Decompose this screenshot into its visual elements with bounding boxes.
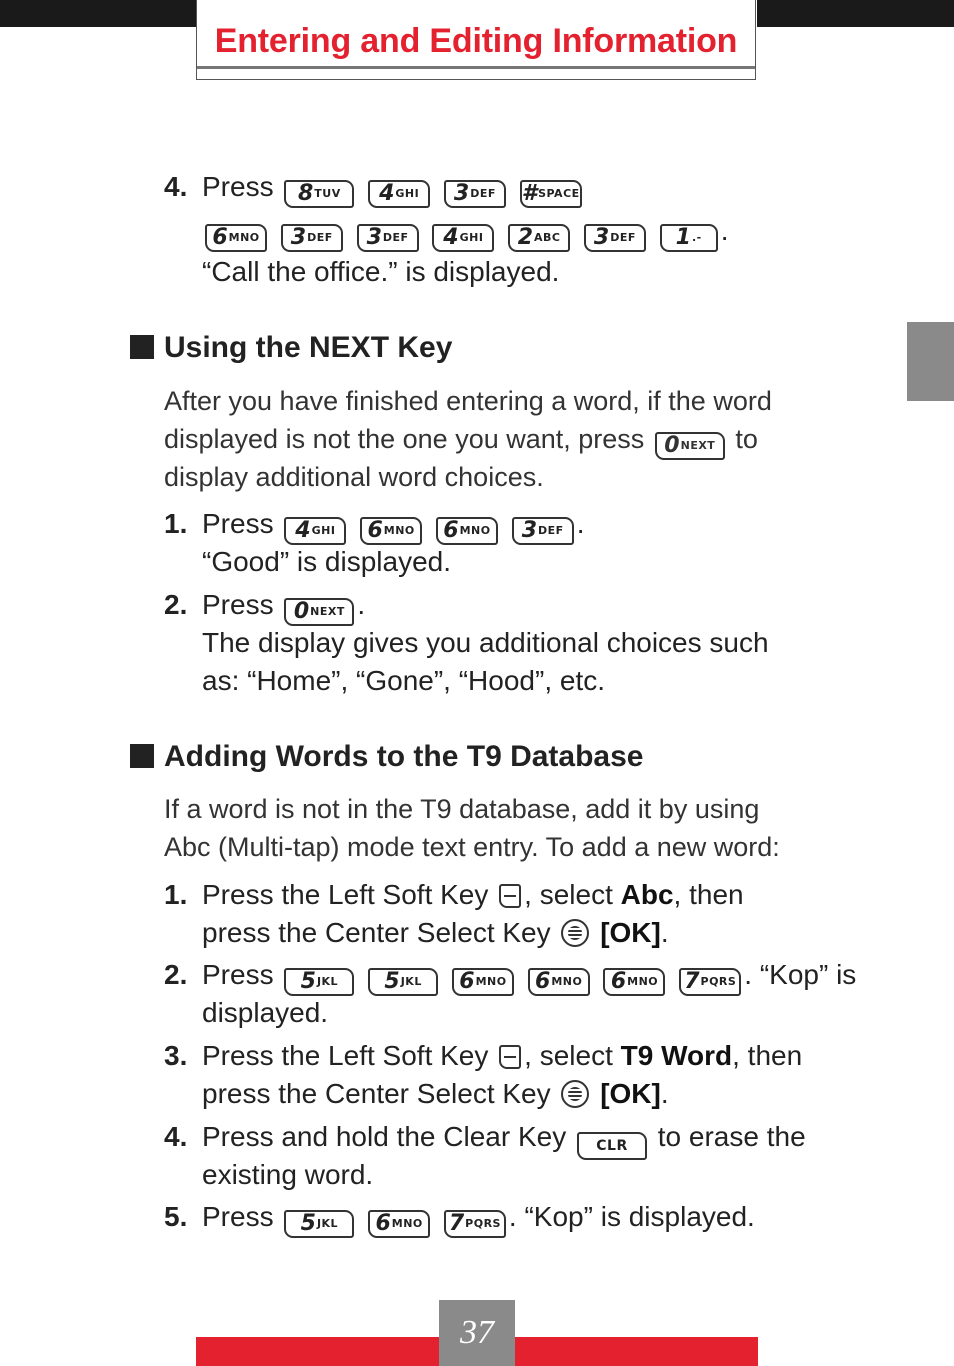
key-6-icon: 6 MNO: [436, 517, 498, 545]
key-2-icon: 2 ABC: [508, 224, 570, 252]
step-text: .: [720, 215, 729, 246]
step-number: 1.: [164, 879, 188, 910]
t9-step-1-line-2: press the Center Select Key [OK].: [202, 917, 669, 948]
left-soft-key-icon: [499, 884, 521, 908]
step-4-line-2: [202, 212, 728, 252]
bullet-square-icon: [130, 335, 154, 359]
paragraph-line: displayed is not the one you want, press 0 NEXT to: [164, 424, 758, 458]
paragraph-line: display additional word choices.: [164, 462, 544, 492]
step-result: as: “Home”, “Gone”, “Hood”, etc.: [202, 665, 606, 696]
section-heading: Using the NEXT Key: [130, 328, 452, 368]
t9-step-4: Press and hold the Clear Key CLR to erase the: [202, 1118, 806, 1160]
section-heading: Adding Words to the T9 Database: [130, 737, 644, 777]
header-bar-left: [0, 0, 198, 27]
step-number: 5.: [164, 1201, 188, 1232]
key-6-icon: 6 MNO: [528, 968, 590, 996]
step-number: 2.: [164, 589, 188, 620]
key-5-icon: 5 JKL: [284, 1210, 354, 1238]
key-3-icon: 3 DEF: [281, 224, 343, 252]
clear-key-icon: CLR: [577, 1132, 647, 1160]
key-3-icon: 3 DEF: [584, 224, 646, 252]
t9-step-5: Press 5 JKL 6 MNO 7 PQRS . “Kop” is displayed.: [202, 1201, 755, 1236]
step-number: 4.: [164, 1121, 188, 1152]
header-bar-right: [757, 0, 954, 27]
step-number: 2.: [164, 959, 188, 990]
key-4-icon: 4 GHI: [368, 180, 430, 208]
center-select-key-icon: [561, 1080, 589, 1108]
step-4-line-1: [202, 168, 585, 208]
key-4-icon: 4 GHI: [284, 517, 346, 545]
step-result: The display gives you additional choices such: [202, 627, 769, 658]
next-step-1: Press 4 GHI 6 MNO 6 MNO 3 DEF .: [202, 508, 585, 543]
step-text: Press: [202, 171, 274, 202]
key-6-icon: 6 MNO: [360, 517, 422, 545]
key-3-icon: 3 DEF: [512, 517, 574, 545]
step-number: 1.: [164, 508, 188, 539]
left-soft-key-icon: [499, 1045, 521, 1069]
step-result: “Good” is displayed.: [202, 546, 452, 577]
key-0-icon: 0 NEXT: [655, 432, 725, 460]
page-number: 37: [460, 1314, 494, 1351]
key-6-icon: 6 MNO: [452, 968, 514, 996]
key-4-icon: 4 GHI: [432, 224, 494, 252]
key-6-icon: 6 MNO: [368, 1210, 430, 1238]
paragraph-line: If a word is not in the T9 database, add it by using: [164, 794, 760, 824]
t9-step-3-line-2: press the Center Select Key [OK].: [202, 1078, 669, 1109]
key-1-icon: 1 .-: [660, 224, 718, 252]
key-7-icon: 7 PQRS: [679, 968, 741, 996]
bullet-square-icon: [130, 744, 154, 768]
key-6-icon: 6 MNO: [205, 224, 267, 252]
key-5-icon: 5 JKL: [284, 968, 354, 996]
header-title-box: [196, 0, 756, 80]
section-side-tab: [907, 322, 954, 401]
t9-step-1: Press the Left Soft Key , select Abc, then: [202, 879, 744, 910]
key-3-icon: 3 DEF: [357, 224, 419, 252]
step-text: existing word.: [202, 1159, 374, 1190]
key-0-icon: 0 NEXT: [284, 598, 354, 626]
key-7-icon: 7 PQRS: [444, 1210, 506, 1238]
paragraph-line: After you have finished entering a word, if the word: [164, 386, 772, 416]
step-number: 4.: [164, 171, 188, 202]
center-select-key-icon: [561, 919, 589, 947]
page-title: Entering and Editing Information: [214, 22, 738, 60]
step-result: “Call the office.” is displayed.: [202, 256, 560, 287]
key-8-icon: 8 TUV: [284, 180, 354, 208]
t9-step-3: Press the Left Soft Key , select T9 Word, then: [202, 1040, 803, 1071]
key-6-icon: 6 MNO: [603, 968, 665, 996]
paragraph-line: Abc (Multi-tap) mode text entry. To add a new word:: [164, 832, 780, 862]
page-number-box: [439, 1300, 515, 1366]
key-3-icon: 3 DEF: [444, 180, 506, 208]
t9-step-2: Press 5 JKL 5 JKL 6 MNO 6 MNO 6 MNO 7 PQRS . “Kop” is: [202, 959, 857, 994]
key-5-icon: 5 JKL: [368, 968, 438, 996]
key-hash-icon: # SPACE: [520, 180, 582, 208]
step-text: displayed.: [202, 997, 329, 1028]
next-step-2: Press 0 NEXT .: [202, 589, 366, 624]
title-underline: [197, 66, 755, 69]
step-number: 3.: [164, 1040, 188, 1071]
